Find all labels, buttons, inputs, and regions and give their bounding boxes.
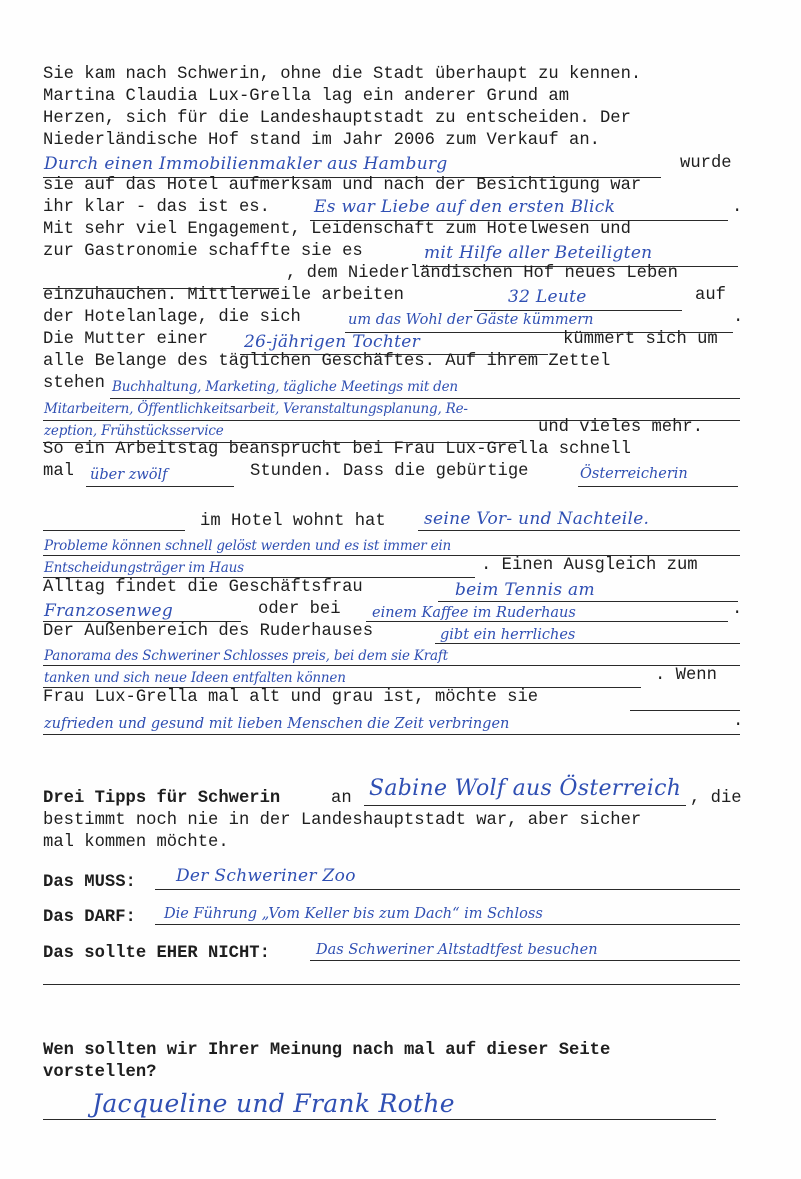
text-line-23: Alltag findet die Geschäftsfrau [43, 578, 363, 597]
handwriting-daughter: 26-jährigen Tochter [244, 332, 421, 352]
handwriting-hours: über zwölf [90, 467, 168, 483]
handwriting-staff: 32 Leute [508, 287, 587, 307]
text-line-28: Frau Lux-Grella mal alt und grau ist, möchte sie [43, 688, 539, 707]
handwriting-street: Franzosenweg [44, 601, 174, 621]
handwriting-tennis: beim Tennis am [455, 580, 595, 600]
text-line-24a: oder bei [258, 600, 341, 619]
blank-line-origin [578, 486, 738, 487]
tips-line-2: bestimmt noch nie in der Landeshauptstadt war, aber sicher [43, 811, 642, 830]
blank-line-eher-nicht-2 [43, 984, 740, 985]
text-line-1: Sie kam nach Schwerin, ohne die Stadt überhaupt zu kennen. [43, 65, 642, 84]
tips-line-3: mal kommen möchte. [43, 833, 229, 852]
label-eher-nicht: Das sollte EHER NICHT: [43, 944, 270, 963]
handwriting-coffee: einem Kaffee im Ruderhaus [372, 605, 576, 621]
text-line-2: Martina Claudia Lux-Grella lag ein anderer Grund am [43, 87, 570, 106]
text-line-11a: einzuhauchen. Mittlerweile arbeiten [43, 286, 404, 305]
handwriting-help: mit Hilfe aller Beteiligten [424, 243, 653, 263]
text-line-19b: Stunden. Dass die gebürtige [250, 462, 529, 481]
handwriting-tasks-3: zeption, Frühstücksservice [44, 423, 224, 439]
handwriting-tasks-1: Buchhaltung, Marketing, tägliche Meetings mit den [112, 379, 458, 395]
blank-line-coffee [366, 621, 728, 622]
blank-line-muss [155, 889, 740, 890]
text-line-7b: . [732, 198, 743, 217]
handwriting-love: Es war Liebe auf den ersten Blick [314, 197, 616, 217]
text-line-24b: . [732, 600, 743, 619]
handwriting-realtor: Durch einen Immobilienmakler aus Hamburg [44, 154, 448, 174]
blank-line-panorama-1 [435, 643, 740, 644]
handwriting-problems: Probleme können schnell gelöst werden und es ist immer ein [44, 538, 452, 554]
text-line-7a: ihr klar - das ist es. [43, 198, 270, 217]
blank-line-recommendation [43, 1119, 716, 1120]
text-line-4: Niederländische Hof stand im Jahr 2006 zum Verkauf an. [43, 131, 600, 150]
text-line-27: . Wenn [655, 666, 717, 685]
tips-heading: Drei Tipps für Schwerin [43, 789, 281, 808]
text-line-17: und vieles mehr. [538, 418, 704, 437]
question-line-2: vorstellen? [43, 1063, 157, 1082]
label-darf: Das DARF: [43, 908, 136, 927]
blank-line-darf [155, 924, 740, 925]
label-muss: Das MUSS: [43, 873, 136, 892]
text-line-8: Mit sehr viel Engagement, Leidenschaft zum Hotelwesen und [43, 220, 631, 239]
handwriting-tasks-2: Mitarbeitern, Öffentlichkeitsarbeit, Veranstaltungsplanung, Re- [44, 401, 468, 417]
text-line-18: So ein Arbeitstag beansprucht bei Frau Lux-Grella schnell [43, 440, 631, 459]
handwriting-darf: Die Führung „Vom Keller bis zum Dach“ im Schloss [164, 906, 543, 922]
handwriting-wish: zufrieden und gesund mit lieben Menschen die Zeit verbringen [44, 716, 510, 732]
handwriting-recharge: tanken und sich neue Ideen entfalten können [44, 670, 346, 686]
blank-line-empty-2 [43, 530, 185, 531]
text-line-12a: der Hotelanlage, die sich [43, 308, 301, 327]
blank-line-tips-recipient [364, 805, 686, 806]
tips-an: an [331, 789, 352, 808]
handwriting-panorama-1: gibt ein herrliches [440, 627, 576, 643]
blank-line-hours [86, 486, 234, 487]
handwriting-recommendation: Jacqueline und Frank Rothe [92, 1089, 455, 1118]
handwriting-muss: Der Schweriner Zoo [176, 866, 356, 886]
handwriting-tips-recipient: Sabine Wolf aus Österreich [369, 776, 682, 801]
blank-line-wish [43, 734, 740, 735]
text-line-22: . Einen Ausgleich zum [481, 556, 698, 575]
blank-line-eher-nicht [310, 960, 740, 961]
text-line-6: sie auf das Hotel aufmerksam und nach der Besichtigung war [43, 176, 642, 195]
text-line-15: stehen [43, 374, 105, 393]
text-line-14: alle Belange des täglichen Geschäftes. Auf ihrem Zettel [43, 352, 611, 371]
text-line-11b: auf [695, 286, 726, 305]
blank-line-wish-start [630, 710, 740, 711]
text-line-12b: . [733, 308, 744, 327]
handwriting-decision: Entscheidungsträger im Haus [44, 560, 244, 576]
handwriting-origin: Österreicherin [580, 466, 688, 482]
text-line-5: wurde [680, 154, 732, 173]
text-line-10: , dem Niederländischen Hof neues Leben [286, 264, 678, 283]
text-line-3: Herzen, sich für die Landeshauptstadt zu entscheiden. Der [43, 109, 631, 128]
text-line-13a: Die Mutter einer [43, 330, 209, 349]
text-line-20: im Hotel wohnt hat [200, 512, 386, 531]
text-line-19a: mal [43, 462, 74, 481]
text-line-13b: kümmert sich um [563, 330, 718, 349]
blank-line-tennis [438, 601, 738, 602]
tips-die: , die [690, 789, 742, 808]
text-line-9: zur Gastronomie schaffte sie es [43, 242, 363, 261]
blank-line-panorama-2 [43, 665, 740, 666]
text-line-29: . [733, 712, 744, 731]
handwriting-pros-cons: seine Vor- und Nachteile. [424, 509, 650, 529]
question-line-1: Wen sollten wir Ihrer Meinung nach mal auf dieser Seite [43, 1041, 611, 1060]
text-line-25: Der Außenbereich des Ruderhauses [43, 622, 374, 641]
blank-line-pros-cons [418, 530, 740, 531]
handwriting-wellbeing: um das Wohl der Gäste kümmern [348, 312, 594, 328]
handwriting-panorama-2: Panorama des Schweriner Schlosses preis, bei dem sie Kraft [44, 648, 448, 664]
handwriting-eher-nicht: Das Schweriner Altstadtfest besuchen [316, 942, 598, 958]
